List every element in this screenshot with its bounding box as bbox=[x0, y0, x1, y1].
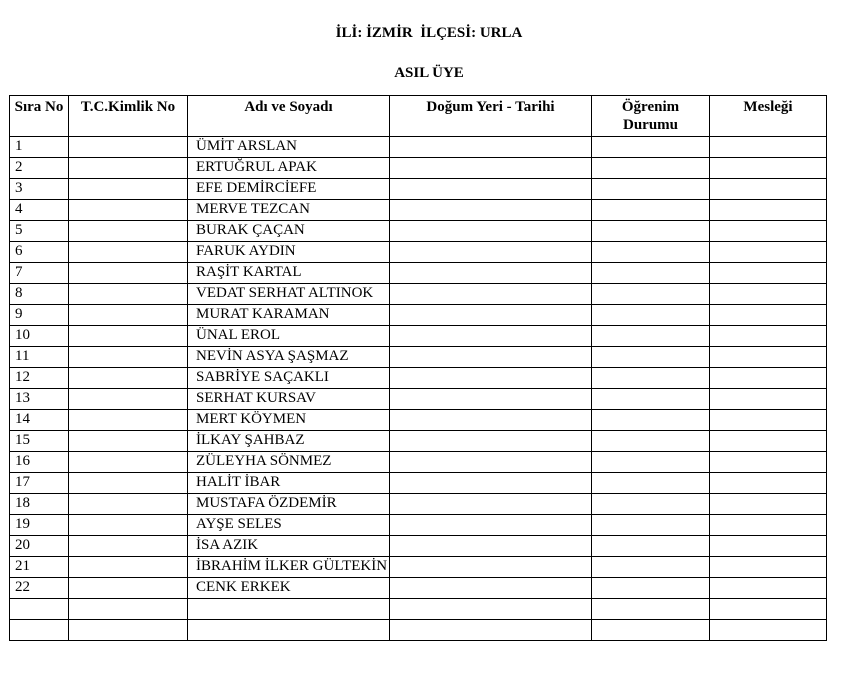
cell-ogrenim-durumu bbox=[592, 578, 710, 599]
cell-dogum-yeri-tarihi bbox=[390, 536, 592, 557]
cell-ogrenim-durumu bbox=[592, 242, 710, 263]
cell-adi-soyadi: EFE DEMİRCİEFE bbox=[188, 179, 390, 200]
table-row bbox=[10, 452, 827, 473]
cell-tc-kimlik-no bbox=[69, 557, 188, 578]
table-row bbox=[10, 473, 827, 494]
table-row bbox=[10, 389, 827, 410]
cell-sira-no: 18 bbox=[10, 494, 69, 515]
cell-ogrenim-durumu bbox=[592, 620, 710, 641]
cell-tc-kimlik-no bbox=[69, 347, 188, 368]
column-header-tc-kimlik-no: T.C.Kimlik No bbox=[69, 96, 188, 137]
cell-dogum-yeri-tarihi bbox=[390, 263, 592, 284]
cell-sira-no: 9 bbox=[10, 305, 69, 326]
table-row bbox=[10, 242, 827, 263]
cell-tc-kimlik-no bbox=[69, 242, 188, 263]
cell-meslegi bbox=[710, 578, 827, 599]
cell-adi-soyadi: İSA AZIK bbox=[188, 536, 390, 557]
table-row bbox=[10, 368, 827, 389]
cell-sira-no: 11 bbox=[10, 347, 69, 368]
cell-meslegi bbox=[710, 158, 827, 179]
table-row bbox=[10, 305, 827, 326]
cell-dogum-yeri-tarihi bbox=[390, 389, 592, 410]
cell-sira-no: 13 bbox=[10, 389, 69, 410]
column-header-sira-no: Sıra No bbox=[10, 96, 69, 137]
cell-adi-soyadi: ÜNAL EROL bbox=[188, 326, 390, 347]
cell-dogum-yeri-tarihi bbox=[390, 515, 592, 536]
cell-sira-no: 10 bbox=[10, 326, 69, 347]
cell-meslegi bbox=[710, 305, 827, 326]
cell-sira-no: 6 bbox=[10, 242, 69, 263]
table-row bbox=[10, 326, 827, 347]
cell-sira-no: 3 bbox=[10, 179, 69, 200]
cell-dogum-yeri-tarihi bbox=[390, 326, 592, 347]
cell-dogum-yeri-tarihi bbox=[390, 284, 592, 305]
cell-dogum-yeri-tarihi bbox=[390, 368, 592, 389]
cell-ogrenim-durumu bbox=[592, 599, 710, 620]
column-header-adi-soyadi: Adı ve Soyadı bbox=[188, 96, 390, 137]
cell-meslegi bbox=[710, 557, 827, 578]
cell-ogrenim-durumu bbox=[592, 473, 710, 494]
document-subtitle: ASIL ÜYE bbox=[394, 65, 464, 81]
cell-meslegi bbox=[710, 452, 827, 473]
cell-sira-no: 2 bbox=[10, 158, 69, 179]
cell-dogum-yeri-tarihi bbox=[390, 599, 592, 620]
cell-meslegi bbox=[710, 473, 827, 494]
cell-meslegi bbox=[710, 200, 827, 221]
cell-dogum-yeri-tarihi bbox=[390, 578, 592, 599]
cell-sira-no bbox=[10, 599, 69, 620]
cell-adi-soyadi: HALİT İBAR bbox=[188, 473, 390, 494]
cell-sira-no: 12 bbox=[10, 368, 69, 389]
table-row bbox=[10, 599, 827, 620]
cell-tc-kimlik-no bbox=[69, 368, 188, 389]
cell-adi-soyadi: CENK ERKEK bbox=[188, 578, 390, 599]
cell-dogum-yeri-tarihi bbox=[390, 452, 592, 473]
table-row bbox=[10, 578, 827, 599]
cell-tc-kimlik-no bbox=[69, 179, 188, 200]
table-row bbox=[10, 515, 827, 536]
cell-sira-no: 1 bbox=[10, 137, 69, 158]
cell-ogrenim-durumu bbox=[592, 389, 710, 410]
cell-ogrenim-durumu bbox=[592, 515, 710, 536]
cell-meslegi bbox=[710, 137, 827, 158]
table-row bbox=[10, 263, 827, 284]
cell-adi-soyadi bbox=[188, 620, 390, 641]
cell-adi-soyadi bbox=[188, 599, 390, 620]
cell-dogum-yeri-tarihi bbox=[390, 473, 592, 494]
cell-dogum-yeri-tarihi bbox=[390, 200, 592, 221]
cell-adi-soyadi: RAŞİT KARTAL bbox=[188, 263, 390, 284]
cell-ogrenim-durumu bbox=[592, 326, 710, 347]
cell-meslegi bbox=[710, 368, 827, 389]
document-title: İLİ: İZMİR İLÇESİ: URLA bbox=[335, 25, 523, 41]
cell-meslegi bbox=[710, 221, 827, 242]
table-row bbox=[10, 410, 827, 431]
table-row bbox=[10, 179, 827, 200]
cell-ogrenim-durumu bbox=[592, 284, 710, 305]
cell-ogrenim-durumu bbox=[592, 557, 710, 578]
cell-dogum-yeri-tarihi bbox=[390, 431, 592, 452]
column-header-meslegi: Mesleği bbox=[710, 96, 827, 137]
cell-tc-kimlik-no bbox=[69, 620, 188, 641]
cell-meslegi bbox=[710, 431, 827, 452]
cell-tc-kimlik-no bbox=[69, 410, 188, 431]
cell-dogum-yeri-tarihi bbox=[390, 137, 592, 158]
cell-meslegi bbox=[710, 494, 827, 515]
cell-adi-soyadi: BURAK ÇAÇAN bbox=[188, 221, 390, 242]
cell-tc-kimlik-no bbox=[69, 494, 188, 515]
table-row bbox=[10, 536, 827, 557]
table-row bbox=[10, 620, 827, 641]
cell-dogum-yeri-tarihi bbox=[390, 158, 592, 179]
cell-tc-kimlik-no bbox=[69, 326, 188, 347]
cell-tc-kimlik-no bbox=[69, 200, 188, 221]
cell-tc-kimlik-no bbox=[69, 284, 188, 305]
cell-meslegi bbox=[710, 536, 827, 557]
cell-tc-kimlik-no bbox=[69, 305, 188, 326]
cell-dogum-yeri-tarihi bbox=[390, 410, 592, 431]
table-row bbox=[10, 221, 827, 242]
cell-sira-no: 8 bbox=[10, 284, 69, 305]
table-row bbox=[10, 431, 827, 452]
cell-adi-soyadi: SERHAT KURSAV bbox=[188, 389, 390, 410]
cell-adi-soyadi: FARUK AYDIN bbox=[188, 242, 390, 263]
cell-sira-no: 14 bbox=[10, 410, 69, 431]
cell-tc-kimlik-no bbox=[69, 473, 188, 494]
cell-ogrenim-durumu bbox=[592, 158, 710, 179]
cell-adi-soyadi: VEDAT SERHAT ALTINOK bbox=[188, 284, 390, 305]
cell-tc-kimlik-no bbox=[69, 158, 188, 179]
cell-ogrenim-durumu bbox=[592, 137, 710, 158]
cell-meslegi bbox=[710, 242, 827, 263]
cell-adi-soyadi: AYŞE SELES bbox=[188, 515, 390, 536]
cell-tc-kimlik-no bbox=[69, 389, 188, 410]
cell-meslegi bbox=[710, 284, 827, 305]
column-header-dogum-yeri-tarihi: Doğum Yeri - Tarihi bbox=[390, 96, 592, 137]
cell-dogum-yeri-tarihi bbox=[390, 557, 592, 578]
cell-sira-no: 20 bbox=[10, 536, 69, 557]
cell-meslegi bbox=[710, 389, 827, 410]
cell-sira-no: 5 bbox=[10, 221, 69, 242]
cell-ogrenim-durumu bbox=[592, 368, 710, 389]
cell-sira-no: 16 bbox=[10, 452, 69, 473]
cell-ogrenim-durumu bbox=[592, 536, 710, 557]
cell-ogrenim-durumu bbox=[592, 200, 710, 221]
cell-adi-soyadi: SABRİYE SAÇAKLI bbox=[188, 368, 390, 389]
cell-adi-soyadi: MERVE TEZCAN bbox=[188, 200, 390, 221]
cell-adi-soyadi: ERTUĞRUL APAK bbox=[188, 158, 390, 179]
cell-dogum-yeri-tarihi bbox=[390, 305, 592, 326]
table-row bbox=[10, 158, 827, 179]
cell-adi-soyadi: MERT KÖYMEN bbox=[188, 410, 390, 431]
cell-meslegi bbox=[710, 263, 827, 284]
cell-adi-soyadi: NEVİN ASYA ŞAŞMAZ bbox=[188, 347, 390, 368]
cell-dogum-yeri-tarihi bbox=[390, 494, 592, 515]
cell-ogrenim-durumu bbox=[592, 410, 710, 431]
cell-sira-no: 4 bbox=[10, 200, 69, 221]
cell-dogum-yeri-tarihi bbox=[390, 347, 592, 368]
table-row bbox=[10, 347, 827, 368]
cell-ogrenim-durumu bbox=[592, 179, 710, 200]
cell-ogrenim-durumu bbox=[592, 452, 710, 473]
cell-dogum-yeri-tarihi bbox=[390, 242, 592, 263]
cell-dogum-yeri-tarihi bbox=[390, 221, 592, 242]
cell-sira-no: 22 bbox=[10, 578, 69, 599]
member-table bbox=[9, 95, 827, 641]
cell-meslegi bbox=[710, 599, 827, 620]
cell-sira-no: 21 bbox=[10, 557, 69, 578]
cell-meslegi bbox=[710, 347, 827, 368]
cell-adi-soyadi: ZÜLEYHA SÖNMEZ bbox=[188, 452, 390, 473]
cell-adi-soyadi: ÜMİT ARSLAN bbox=[188, 137, 390, 158]
cell-tc-kimlik-no bbox=[69, 431, 188, 452]
table-row bbox=[10, 284, 827, 305]
cell-adi-soyadi: İLKAY ŞAHBAZ bbox=[188, 431, 390, 452]
cell-ogrenim-durumu bbox=[592, 221, 710, 242]
cell-ogrenim-durumu bbox=[592, 305, 710, 326]
cell-meslegi bbox=[710, 179, 827, 200]
cell-tc-kimlik-no bbox=[69, 599, 188, 620]
cell-meslegi bbox=[710, 620, 827, 641]
column-header-ogrenim-durumu: Öğrenim Durumu bbox=[592, 96, 710, 137]
table-row bbox=[10, 557, 827, 578]
cell-ogrenim-durumu bbox=[592, 347, 710, 368]
cell-adi-soyadi: İBRAHİM İLKER GÜLTEKİN bbox=[188, 557, 390, 578]
cell-sira-no: 7 bbox=[10, 263, 69, 284]
cell-tc-kimlik-no bbox=[69, 452, 188, 473]
cell-ogrenim-durumu bbox=[592, 263, 710, 284]
cell-dogum-yeri-tarihi bbox=[390, 179, 592, 200]
cell-adi-soyadi: MUSTAFA ÖZDEMİR bbox=[188, 494, 390, 515]
cell-sira-no: 15 bbox=[10, 431, 69, 452]
table-header-row bbox=[10, 96, 827, 137]
table-row bbox=[10, 494, 827, 515]
table-row bbox=[10, 200, 827, 221]
cell-sira-no bbox=[10, 620, 69, 641]
cell-sira-no: 19 bbox=[10, 515, 69, 536]
cell-adi-soyadi: MURAT KARAMAN bbox=[188, 305, 390, 326]
cell-tc-kimlik-no bbox=[69, 263, 188, 284]
cell-ogrenim-durumu bbox=[592, 431, 710, 452]
cell-meslegi bbox=[710, 410, 827, 431]
table-row bbox=[10, 137, 827, 158]
cell-tc-kimlik-no bbox=[69, 578, 188, 599]
cell-meslegi bbox=[710, 515, 827, 536]
cell-tc-kimlik-no bbox=[69, 536, 188, 557]
cell-meslegi bbox=[710, 326, 827, 347]
cell-dogum-yeri-tarihi bbox=[390, 620, 592, 641]
cell-tc-kimlik-no bbox=[69, 515, 188, 536]
cell-tc-kimlik-no bbox=[69, 221, 188, 242]
cell-ogrenim-durumu bbox=[592, 494, 710, 515]
cell-tc-kimlik-no bbox=[69, 137, 188, 158]
cell-sira-no: 17 bbox=[10, 473, 69, 494]
